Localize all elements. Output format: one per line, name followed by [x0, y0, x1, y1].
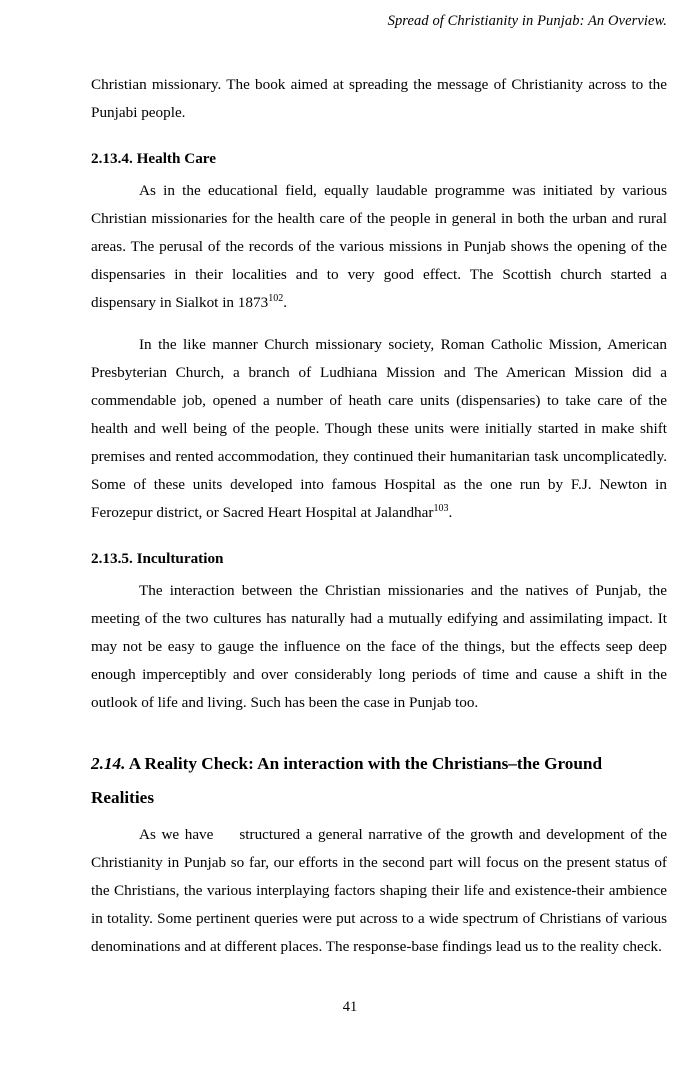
- page-content: [91, 0, 667, 961]
- section-number: 2.14.: [91, 753, 126, 773]
- paragraph-continued: Christian missionary. The book aimed at spreading the message of Christianity across to the Punjabi people.: [91, 75, 667, 121]
- footnote-marker-102[interactable]: 102: [268, 292, 284, 304]
- heading-2-14-reality-check: [91, 747, 667, 815]
- paragraph-inculturation-1: The interaction between the Christian missionaries and the natives of Punjab, the meeting of the two cultures has naturally had a mutually edifying and assimilating impact. It may not be easy to gauge the influence on the face of the things, but the effects seep deep enough imperceptibly and over considerably long periods of time and cause a shift in the outlook of life and living. Such has been the case in Punjab too.: [91, 581, 667, 711]
- page-number: 41: [342, 999, 358, 1015]
- header-body-spacer: [91, 29, 667, 71]
- heading-spacer-above: [91, 127, 667, 145]
- paragraph-health-care-2-tail: .: [448, 503, 453, 521]
- paragraph-reality-check-1-text: structured a general narrative of the growth and development of the Christianity in Punjab so far, our efforts in the second part will focus on the present status of the Christians, the various interplaying factors shaping their life and existence-their ambience in totality. Some pertinent queries were put across to a wide spectrum of Christians of various denominations and at different places. The response-base findings lead us to the reality check.: [91, 825, 667, 955]
- paragraph-reality-check-1: [91, 821, 667, 961]
- heading-2-13-4-health-care: 2.13.4. Health Care: [91, 149, 217, 167]
- running-header: Spread of Christianity in Punjab: An Overview.: [387, 13, 667, 29]
- paragraph-health-care-1-tail: .: [283, 293, 288, 311]
- heading-2-13-5-inculturation: 2.13.5. Inculturation: [91, 549, 224, 567]
- footnote-marker-103[interactable]: 103: [433, 502, 449, 514]
- heading-spacer-above-2: [91, 527, 667, 545]
- paragraph-health-care-2-text: In the like manner Church missionary society, Roman Catholic Mission, American Presbyterian Church, a branch of Ludhiana Mission and The American Mission did a commendable job, opened a number of heath care units (dispensaries) to take care of the health and well being of the people. Though these units were initially started in make shift premises and rented accommodation, they continued their humanitarian task uncomplicatedly. Some of these units developed into famous Hospital as the one run by F.J. Newton in Ferozepur district, or Sacred Heart Hospital at Jalandhar: [91, 335, 667, 521]
- section-heading-spacer-above: [91, 717, 667, 747]
- section-title: A Reality Check: An interaction with the Christians–the Ground Realities: [91, 753, 603, 807]
- paragraph-health-care-1-text: As in the educational field, equally laudable programme was initiated by various Christian missionaries for the health care of the people in general in both the urban and rural areas. The perusal of the records of the various missions in Punjab shows the opening of the dispensaries in their localities and to very good effect. The Scottish church started a dispensary in Sialkot in 1873: [91, 181, 667, 311]
- paragraph-reality-check-1-lead: As we have: [139, 825, 214, 843]
- paragraph-health-care-2: [91, 331, 667, 527]
- paragraph-health-care-1: [91, 177, 667, 317]
